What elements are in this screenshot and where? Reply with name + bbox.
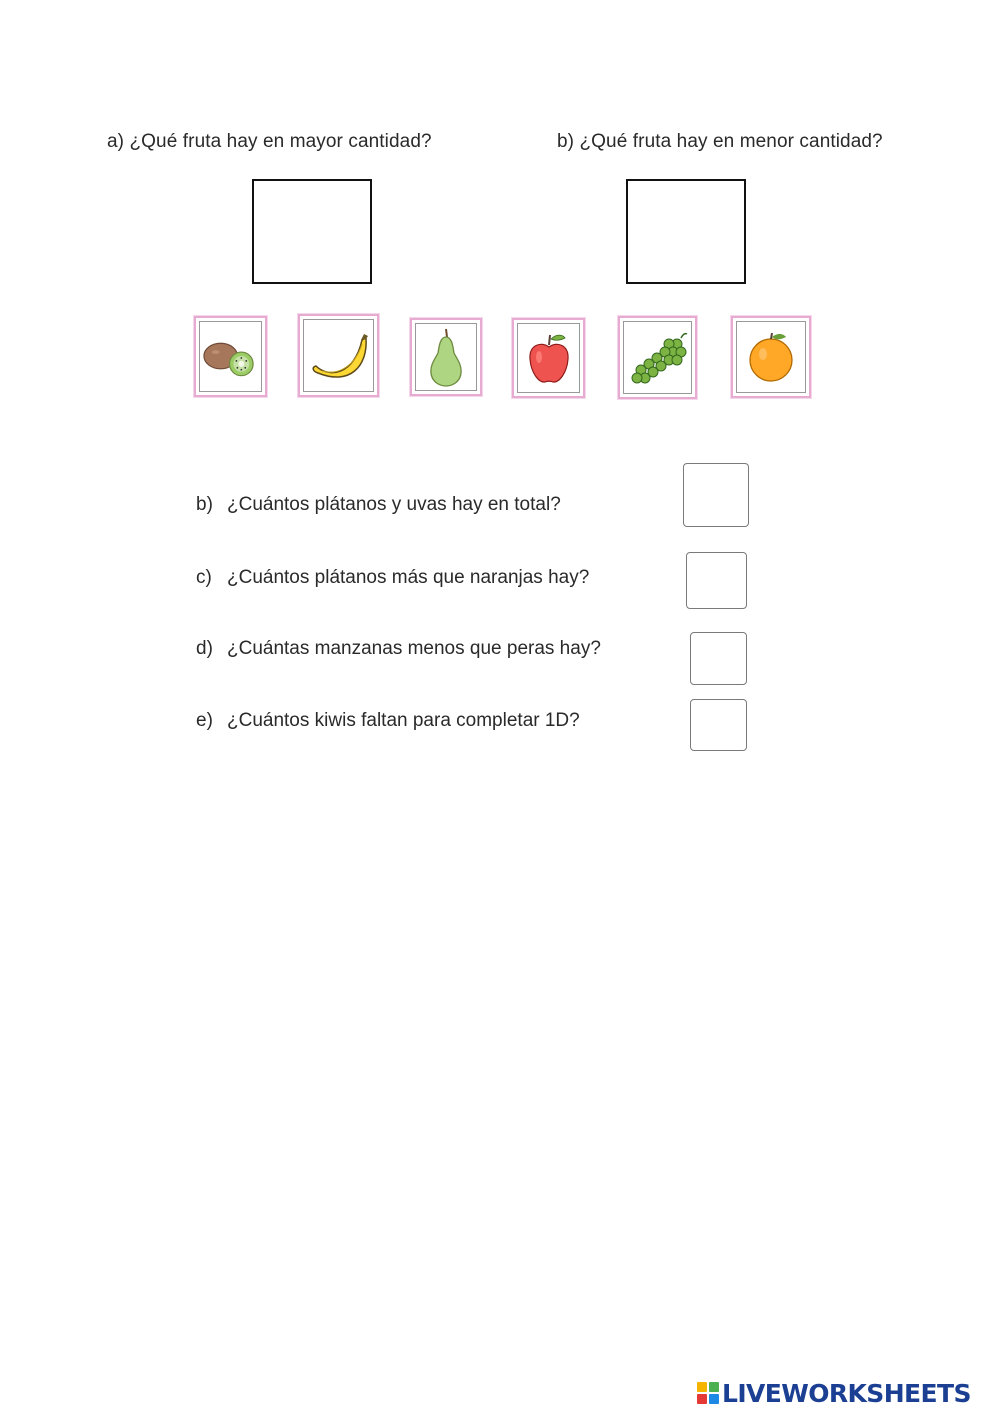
answer-box-c[interactable] [686,552,747,609]
logo-square [709,1382,719,1392]
question-least-fruit: b) ¿Qué fruta hay en menor cantidad? [557,131,883,152]
liveworksheets-brand[interactable] [697,1378,971,1408]
question-line-c [196,567,589,589]
fruit-card-pear[interactable] [410,318,482,396]
answer-box-e[interactable] [690,699,747,751]
question-line-d [196,638,601,660]
kiwi-icon [200,334,261,380]
question-letter: b) [196,494,213,515]
logo-square [697,1382,707,1392]
question-letter: e) [196,710,213,731]
question-letter: c) [196,567,212,588]
fruit-card-grapes[interactable] [618,316,697,399]
fruit-card-apple[interactable] [512,318,585,398]
pear-icon [421,325,471,389]
brand-name: LIVEWORKSHEETS [722,1378,971,1408]
banana-icon [306,326,372,386]
question-text: ¿Cuántas manzanas menos que peras hay? [227,638,601,659]
question-most-fruit: a) ¿Qué fruta hay en mayor cantidad? [107,131,432,152]
question-letter: d) [196,638,213,659]
logo-square [709,1394,719,1404]
drop-box-least-fruit[interactable] [626,179,746,284]
question-text: ¿Cuántos plátanos y uvas hay en total? [227,494,561,515]
question-text: ¿Cuántos kiwis faltan para completar 1D? [227,710,580,731]
question-line-b [196,494,561,516]
logo-square [697,1394,707,1404]
grapes-icon [625,328,691,388]
answer-box-b[interactable] [683,463,749,527]
orange-icon [742,328,800,386]
apple-icon [523,329,575,387]
fruit-card-orange[interactable] [731,316,811,398]
liveworksheets-logo-icon [697,1382,719,1404]
question-text: ¿Cuántos plátanos más que naranjas hay? [227,567,590,588]
drop-box-most-fruit[interactable] [252,179,372,284]
answer-box-d[interactable] [690,632,747,685]
fruit-card-banana[interactable] [298,314,379,397]
question-line-e [196,710,580,732]
fruit-card-kiwi[interactable] [194,316,267,397]
